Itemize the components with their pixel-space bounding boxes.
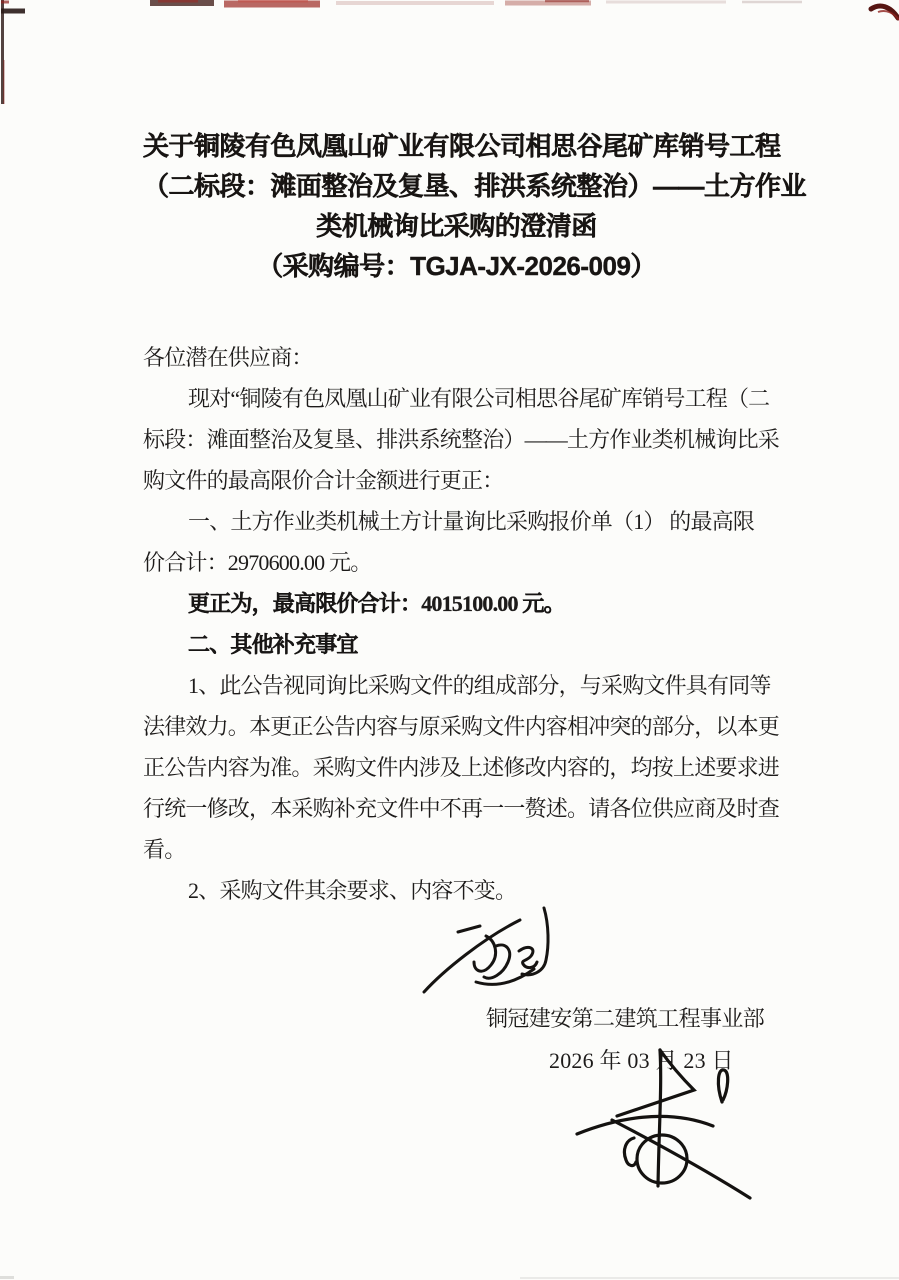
body-line: 正公告内容为准。采购文件内涉及上述修改内容的，均按上述要求进 bbox=[143, 755, 780, 780]
body-line-item-2: 二、其他补充事宜 bbox=[188, 632, 358, 657]
signature-org: 铜冠建安第二建筑工程事业部 bbox=[486, 1006, 765, 1031]
title-line-4: （采购编号：TGJA-JX-2026-009） bbox=[257, 251, 656, 281]
body-line: 2、采购文件其余要求、内容不变。 bbox=[188, 878, 517, 903]
title-line-3: 类机械询比采购的澄清函 bbox=[316, 211, 597, 241]
body-line-salutation: 各位潜在供应商： bbox=[143, 345, 313, 370]
document-title bbox=[143, 126, 807, 286]
body-line-new-price: 更正为，最高限价合计：4015100.00 元。 bbox=[188, 591, 565, 616]
scan-artifact-corner-mark bbox=[871, 6, 899, 20]
scan-artifact-bottom-edge bbox=[520, 1277, 899, 1279]
document-body bbox=[143, 337, 783, 911]
title-line-2: （二标段：滩面整治及复垦、排洪系统整治）——土方作业 bbox=[143, 171, 807, 201]
handwritten-signature bbox=[416, 900, 596, 1008]
body-line-item-1: 一、土方作业类机械土方计量询比采购报价单（1） 的最高限 bbox=[188, 509, 755, 534]
body-line: 行统一修改，本采购补充文件中不再一一赘述。请各位供应商及时查 bbox=[143, 796, 780, 821]
scan-artifact-top-edge bbox=[0, 0, 899, 120]
body-line: 标段：滩面整治及复垦、排洪系统整治）——土方作业类机械询比采 bbox=[143, 427, 780, 452]
body-line-old-price: 价合计：2970600.00 元。 bbox=[143, 550, 372, 575]
signature-date: 2026 年 03 月 23 日 bbox=[549, 1048, 734, 1073]
body-line: 看。 bbox=[143, 837, 186, 862]
scan-artifact-left-line bbox=[1, 0, 4, 104]
scan-artifact-bottom-edge bbox=[0, 1276, 14, 1279]
body-line: 1、此公告视同询比采购文件的组成部分，与采购文件具有同等 bbox=[188, 673, 771, 698]
title-line-1: 关于铜陵有色凤凰山矿业有限公司相思谷尾矿库销号工程 bbox=[143, 131, 781, 161]
body-line: 现对“铜陵有色凤凰山矿业有限公司相思谷尾矿库销号工程（二 bbox=[188, 386, 770, 411]
body-line: 法律效力。本更正公告内容与原采购文件内容相冲突的部分，以本更 bbox=[143, 714, 780, 739]
body-line: 购文件的最高限价合计金额进行更正： bbox=[143, 468, 504, 493]
